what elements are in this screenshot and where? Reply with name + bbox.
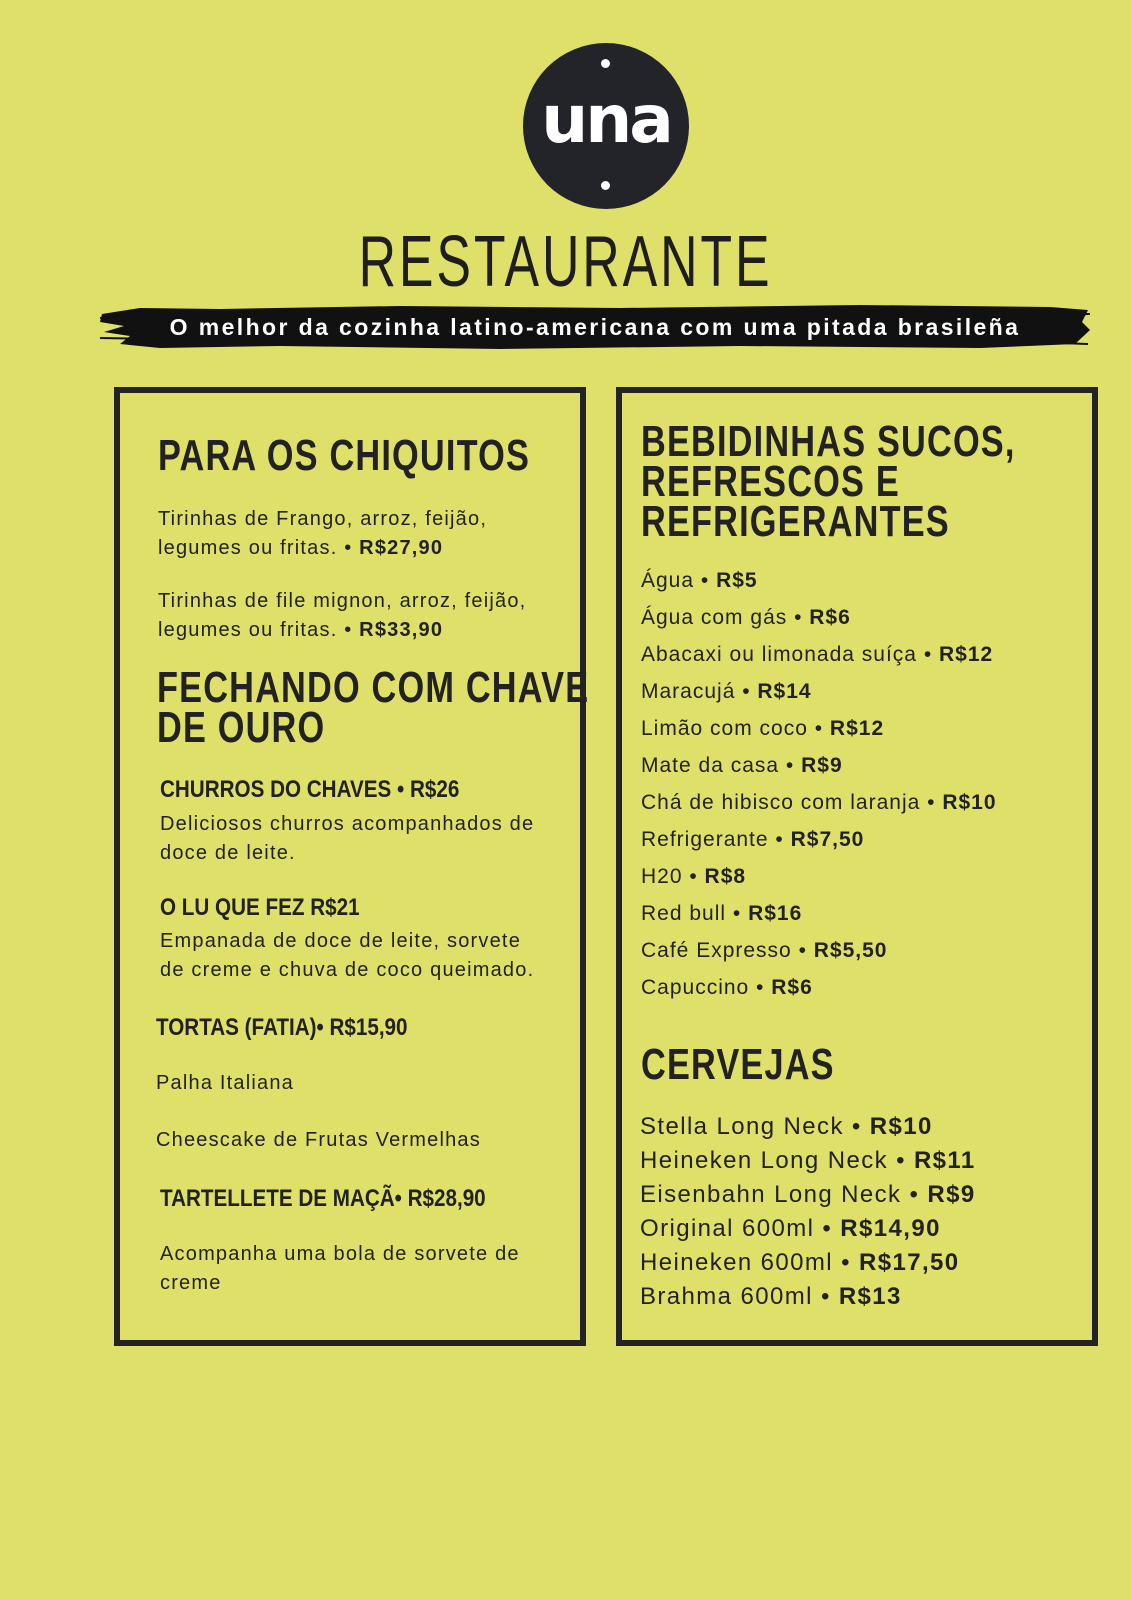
beer-item: Original 600ml • R$14,90	[640, 1215, 941, 1242]
beer-price: R$11	[913, 1147, 976, 1174]
drink-item: Café Expresso • R$5,50	[641, 939, 888, 962]
drink-price: R$7,50	[790, 828, 865, 851]
tartellete-desc-line2: creme	[160, 1272, 222, 1294]
beer-item: Stella Long Neck • R$10	[640, 1113, 933, 1140]
tartellete-desc-line1: Acompanha uma bola de sorvete de	[160, 1243, 520, 1265]
drink-price: R$12	[939, 643, 994, 666]
heading-line-2: DE OURO	[157, 703, 326, 752]
heading-cervejas: CERVEJAS	[641, 1040, 835, 1089]
beer-price: R$9	[927, 1181, 976, 1208]
drink-price: R$6	[771, 976, 813, 999]
kids-item-1-line1: Tirinhas de Frango, arroz, feijão,	[158, 508, 488, 530]
drink-price: R$10	[942, 791, 997, 814]
heading-fechando-com-chave-de-ouro	[157, 663, 590, 752]
heading-para-os-chiquitos: PARA OS CHIQUITOS	[158, 431, 531, 480]
tortas-flavor-1: Palha Italiana	[156, 1072, 295, 1094]
tortas-title: TORTAS (FATIA)• R$15,90	[156, 1014, 408, 1041]
drink-price: R$6	[809, 606, 851, 629]
drink-item: Red bull • R$16	[641, 902, 803, 925]
tagline-banner	[100, 300, 1090, 354]
heading-line-2: REFRESCOS E	[641, 457, 900, 506]
tagline-text: O melhor da cozinha latino-americana com uma pitada brasileña	[169, 314, 1021, 340]
olu-desc-line1: Empanada de doce de leite, sorvete	[160, 930, 522, 952]
drink-item: Chá de hibisco com laranja • R$10	[641, 791, 997, 814]
olu-title: O LU QUE FEZ R$21	[160, 894, 360, 921]
beer-item: Eisenbahn Long Neck • R$9	[640, 1181, 976, 1208]
kids-item-2-price: R$33,90	[359, 619, 444, 641]
heading-line-1: FECHANDO COM CHAVE	[157, 663, 590, 712]
drink-price: R$5	[716, 569, 758, 592]
beer-item: Heineken Long Neck • R$11	[640, 1147, 976, 1174]
drink-item: Água • R$5	[641, 569, 758, 592]
drink-price: R$5,50	[813, 939, 888, 962]
kids-item-2-line1: Tirinhas de file mignon, arroz, feijão,	[158, 590, 527, 612]
churros-desc-line1: Deliciosos churros acompanhados de	[160, 813, 535, 835]
drink-item: Refrigerante • R$7,50	[641, 828, 865, 851]
logo-dot-top	[601, 59, 610, 68]
logo-dot-bottom	[601, 181, 610, 190]
kids-item-2-line2: legumes ou fritas. • R$33,90	[158, 619, 444, 641]
drink-item: Mate da casa • R$9	[641, 754, 843, 777]
restaurant-title: RESTAURANTE	[358, 222, 773, 302]
heading-line-3: REFRIGERANTES	[641, 497, 950, 546]
kids-item-1-price: R$27,90	[359, 537, 444, 559]
beer-price: R$10	[869, 1113, 933, 1140]
heading-line-1: BEBIDINHAS SUCOS,	[641, 417, 1016, 466]
drink-price: R$16	[748, 902, 803, 925]
drink-item: Água com gás • R$6	[641, 606, 851, 629]
churros-desc-line2: doce de leite.	[160, 842, 296, 864]
drink-item: Abacaxi ou limonada suíça • R$12	[641, 643, 994, 666]
tartellete-title: TARTELLETE DE MAÇÃ• R$28,90	[160, 1185, 486, 1212]
drink-price: R$8	[704, 865, 747, 888]
beer-item: Brahma 600ml • R$13	[640, 1283, 902, 1310]
drink-price: R$12	[829, 717, 885, 740]
logo-text: una	[541, 81, 671, 158]
beer-item: Heineken 600ml • R$17,50	[640, 1249, 960, 1276]
beer-price: R$13	[838, 1283, 902, 1310]
olu-desc-line2: de creme e chuva de coco queimado.	[160, 959, 535, 981]
drink-price: R$14	[757, 680, 812, 703]
heading-bebidinhas	[641, 417, 1016, 546]
drink-item: Capuccino • R$6	[641, 976, 813, 999]
una-logo	[523, 43, 689, 209]
churros-title: CHURROS DO CHAVES • R$26	[160, 776, 460, 803]
beer-price: R$17,50	[858, 1249, 960, 1276]
drink-item: H20 • R$8	[641, 865, 747, 888]
kids-item-1-line2: legumes ou fritas. • R$27,90	[158, 537, 444, 559]
drink-item: Maracujá • R$14	[641, 680, 812, 703]
tortas-flavor-2: Cheescake de Frutas Vermelhas	[156, 1129, 481, 1151]
drink-item: Limão com coco • R$12	[641, 717, 885, 740]
drink-price: R$9	[801, 754, 843, 777]
beer-price: R$14,90	[840, 1215, 941, 1242]
